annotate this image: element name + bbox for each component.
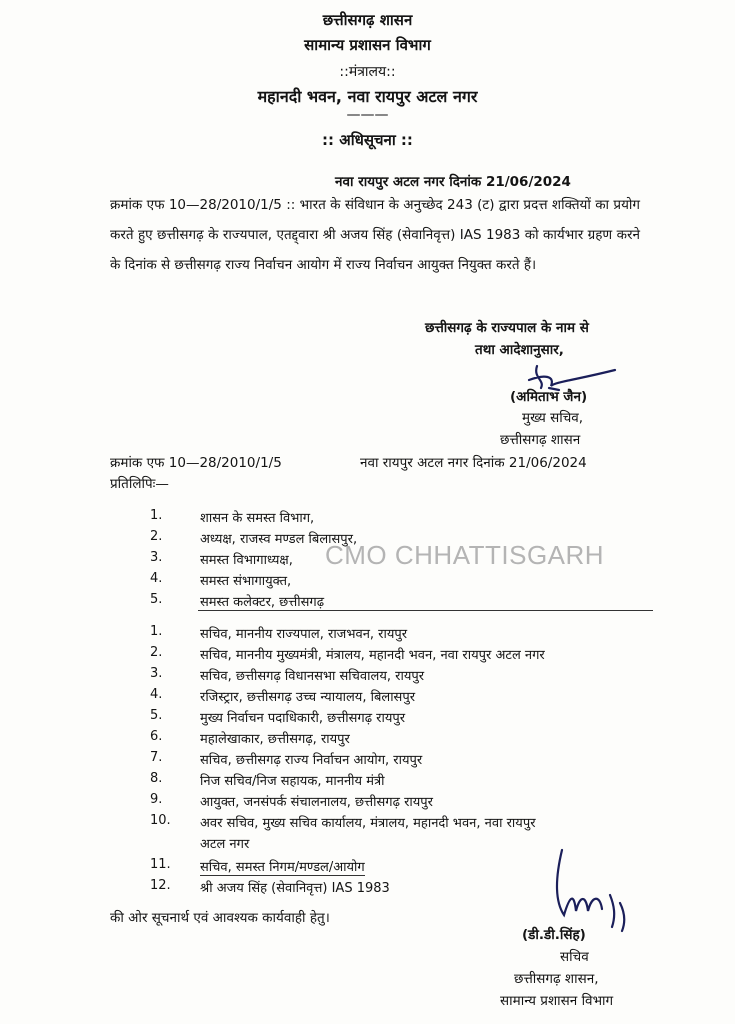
secretary-title: सचिव [560, 949, 589, 965]
copy-ref-number: क्रमांक एफ 10—28/2010/1/5 [110, 455, 282, 471]
copy-list-group-2: 1. सचिव, माननीय राज्यपाल, राजभवन, रायपुर 2. सचिव, माननीय मुख्यमंत्री, मंत्रालय, महानदी भवन, नवा रायपुर अटल नगर 3. सचिव, छत्तीसगढ़ विधानसभा सचिवालय, रायपुर 4. रजिस्ट्रार, छत्तीसगढ़ उच्च न्यायालय, बिलासपुर 5. मुख्य निर्वाचन पदाधिकारी, छत्तीसगढ़ रायपुर 6. महालेखाकार, छत्तीसगढ़, रायपुर 7. सचिव, छत्तीसगढ़ राज्य निर्वाचन आयोग, रायपुर 8. निज सचिव/निज सहायक, माननीय मंत्री 9. आयुक्त, जनसंपर्क संचालनालय, छत्तीसगढ़ रायपुर 10. अवर सचिव, मुख्य सचिव कार्यालय, मंत्रालय, महानदी भवन, नवा रायपुर अटल नगर 11. सचिव, समस्त निगम/मण्डल/आयोग 12. श्री अजय सिंह (सेवानिवृत्त) IAS 1983 [150, 624, 545, 896]
closing-note: की ओर सूचनार्थ एवं आवश्यक कार्यवाही हेतु। [110, 910, 330, 926]
secretary-office: छत्तीसगढ़ शासन, [514, 971, 599, 987]
signatory-title: मुख्य सचिव, [522, 410, 584, 426]
copy-place-date: नवा रायपुर अटल नगर दिनांक 21/06/2024 [360, 455, 587, 471]
header-rule: ——— [346, 107, 389, 123]
signatory-office: छत्तीसगढ़ शासन [500, 432, 581, 448]
signatory-name: (अमिताभ जैन) [510, 389, 588, 405]
header-ministry: ::मंत्रालय:: [339, 64, 396, 80]
copy-list-group-1: 1. शासन के समस्त विभाग, 2. अध्यक्ष, राजस्व मण्डल बिलासपुर, 3. समस्त विभागाध्यक्ष, 4. समस्त संभागायुक्त, 5. समस्त कलेक्टर, छत्तीसगढ़ [150, 508, 358, 610]
list-divider [198, 610, 653, 611]
notification-title: :: अधिसूचना :: [322, 131, 413, 149]
order-line-1: छत्तीसगढ़ के राज्यपाल के नाम से [425, 320, 589, 336]
header-department: सामान्य प्रशासन विभाग [304, 36, 431, 54]
notification-body: क्रमांक एफ 10—28/2010/1/5 :: भारत के संविधान के अनुच्छेद 243 (ट) द्वारा प्रदत्त शक्तियों का प्रयोग करते हुए छत्तीसगढ़ के राज्यपाल, एतद्द्वारा श्री अजय सिंह (सेवानिवृत्त) IAS 1983 को कार्यभार ग्रहण करने के दिनांक से छत्तीसगढ़ राज्य निर्वाचन आयोग में राज्य निर्वाचन आयुक्त नियुक्त करते हैं। [110, 197, 640, 273]
signature-secretary [540, 845, 650, 935]
header-address: महानदी भवन, नवा रायपुर अटल नगर [257, 87, 478, 106]
copy-label: प्रतिलिपिः— [110, 476, 169, 492]
watermark: CMO CHHATTISGARH [325, 540, 605, 570]
secretary-department: सामान्य प्रशासन विभाग [500, 993, 614, 1009]
order-line-2: तथा आदेशानुसार, [475, 342, 564, 358]
secretary-name: (डी.डी.सिंह) [522, 927, 586, 943]
header-government: छत्तीसगढ़ शासन [322, 11, 413, 29]
notification-place-date: नवा रायपुर अटल नगर दिनांक 21/06/2024 [335, 174, 571, 190]
